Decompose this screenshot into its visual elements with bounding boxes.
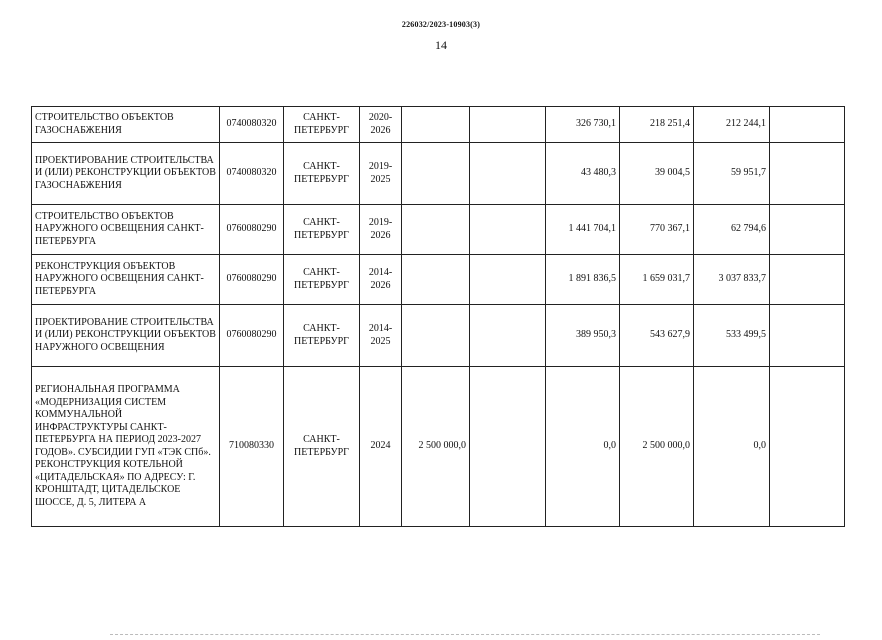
amount-col7: 43 480,3: [546, 143, 620, 205]
target-code: 0740080320: [220, 143, 284, 205]
amount-col8: 218 251,4: [620, 107, 694, 143]
amount-col7: 0,0: [546, 367, 620, 527]
budget-table: [31, 106, 845, 527]
amount-col10: [770, 367, 845, 527]
amount-col8: 770 367,1: [620, 205, 694, 255]
target-code: 0760080290: [220, 305, 284, 367]
amount-col6: [470, 143, 546, 205]
period: 2024: [360, 367, 402, 527]
amount-col7: 1 441 704,1: [546, 205, 620, 255]
period: 2020-2026: [360, 107, 402, 143]
object-name: ПРОЕКТИРОВАНИЕ СТРОИТЕЛЬСТВА И (ИЛИ) РЕКОНСТРУКЦИИ ОБЪЕКТОВ ГАЗОСНАБЖЕНИЯ: [32, 143, 220, 205]
amount-col5: [402, 143, 470, 205]
table-row: [32, 255, 845, 305]
amount-col6: [470, 107, 546, 143]
region: САНКТ-ПЕТЕРБУРГ: [284, 255, 360, 305]
object-name: ПРОЕКТИРОВАНИЕ СТРОИТЕЛЬСТВА И (ИЛИ) РЕКОНСТРУКЦИИ ОБЪЕКТОВ НАРУЖНОГО ОСВЕЩЕНИЯ: [32, 305, 220, 367]
region: САНКТ-ПЕТЕРБУРГ: [284, 367, 360, 527]
amount-col9: 212 244,1: [694, 107, 770, 143]
object-name: СТРОИТЕЛЬСТВО ОБЪЕКТОВ ГАЗОСНАБЖЕНИЯ: [32, 107, 220, 143]
amount-col9: 533 499,5: [694, 305, 770, 367]
object-name: РЕГИОНАЛЬНАЯ ПРОГРАММА «МОДЕРНИЗАЦИЯ СИСТЕМ КОММУНАЛЬНОЙ ИНФРАСТРУКТУРЫ САНКТ-ПЕТЕРБУРГА НА ПЕРИОД 2023-2027 ГОДОВ». СУБСИДИИ ГУП «ТЭК СПб». РЕКОНСТРУКЦИЯ КОТЕЛЬНОЙ «ЦИТАДЕЛЬСКАЯ» ПО АДРЕСУ: Г. КРОНШТАДТ, ЦИТАДЕЛЬСКОЕ ШОССЕ, Д. 5, ЛИТЕРА А: [32, 367, 220, 527]
amount-col8: 543 627,9: [620, 305, 694, 367]
amount-col8: 2 500 000,0: [620, 367, 694, 527]
table-row: [32, 205, 845, 255]
amount-col6: [470, 305, 546, 367]
amount-col5: [402, 255, 470, 305]
amount-col9: 3 037 833,7: [694, 255, 770, 305]
amount-col8: 39 004,5: [620, 143, 694, 205]
amount-col10: [770, 143, 845, 205]
amount-col9: 62 794,6: [694, 205, 770, 255]
amount-col6: [470, 205, 546, 255]
amount-col8: 1 659 031,7: [620, 255, 694, 305]
region: САНКТ-ПЕТЕРБУРГ: [284, 107, 360, 143]
amount-col9: 0,0: [694, 367, 770, 527]
period: 2019-2026: [360, 205, 402, 255]
table-row: [32, 367, 845, 527]
target-code: 710080330: [220, 367, 284, 527]
amount-col10: [770, 255, 845, 305]
page-number: 14: [435, 38, 447, 52]
amount-col7: 326 730,1: [546, 107, 620, 143]
scan-edge-line: [110, 634, 820, 635]
amount-col5: 2 500 000,0: [402, 367, 470, 527]
amount-col5: [402, 205, 470, 255]
target-code: 0740080320: [220, 107, 284, 143]
amount-col6: [470, 255, 546, 305]
table-row: [32, 143, 845, 205]
amount-col10: [770, 305, 845, 367]
amount-col5: [402, 305, 470, 367]
amount-col6: [470, 367, 546, 527]
period: 2019-2025: [360, 143, 402, 205]
amount-col7: 1 891 836,5: [546, 255, 620, 305]
target-code: 0760080290: [220, 205, 284, 255]
target-code: 0760080290: [220, 255, 284, 305]
amount-col10: [770, 107, 845, 143]
document-number: 226032/2023-10903(3): [401, 20, 481, 29]
region: САНКТ-ПЕТЕРБУРГ: [284, 143, 360, 205]
table-row: [32, 107, 845, 143]
table-row: [32, 305, 845, 367]
period: 2014-2026: [360, 255, 402, 305]
amount-col5: [402, 107, 470, 143]
period: 2014-2025: [360, 305, 402, 367]
amount-col7: 389 950,3: [546, 305, 620, 367]
object-name: СТРОИТЕЛЬСТВО ОБЪЕКТОВ НАРУЖНОГО ОСВЕЩЕНИЯ САНКТ-ПЕТЕРБУРГА: [32, 205, 220, 255]
region: САНКТ-ПЕТЕРБУРГ: [284, 305, 360, 367]
amount-col9: 59 951,7: [694, 143, 770, 205]
amount-col10: [770, 205, 845, 255]
object-name: РЕКОНСТРУКЦИЯ ОБЪЕКТОВ НАРУЖНОГО ОСВЕЩЕНИЯ САНКТ-ПЕТЕРБУРГА: [32, 255, 220, 305]
region: САНКТ-ПЕТЕРБУРГ: [284, 205, 360, 255]
